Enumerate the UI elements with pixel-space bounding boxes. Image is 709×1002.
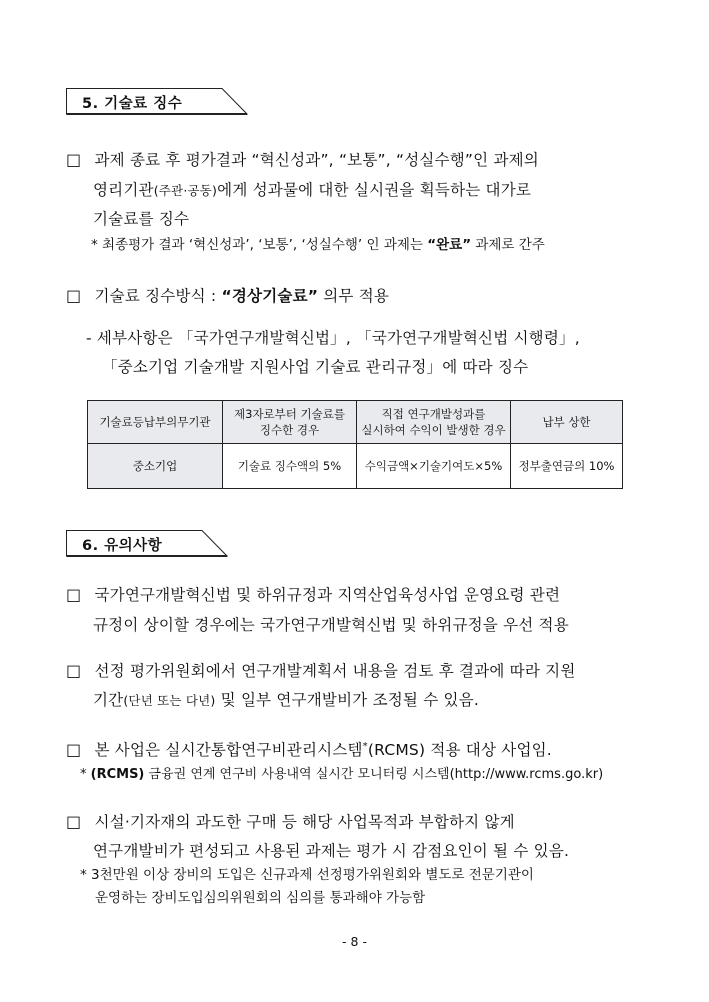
section-6-title: 6. 유의사항 [82,538,163,554]
table-cell: 중소기업 [88,444,223,489]
note-4-line-2: 운영하는 장비도입심의위원회의 심의를 통과해야 가능함 [95,890,426,906]
bullet-box: □ [66,812,82,831]
para-1-line-2: 영리기관(주관·공동)에게 성과물에 대한 실시권을 획득하는 대가로 [93,181,532,199]
table-header-cell: 직접 연구개발성과를 실시하여 수익이 발생한 경우 [357,401,511,444]
bullet-box: □ [66,740,82,760]
notice-4-line-1: □ 시설·기자재의 과도한 구매 등 해당 사업목적과 부합하지 않게 [66,812,515,831]
notice-2-line-2: 기간(단년 또는 다년) 및 일부 연구개발비가 조정될 수 있음. [93,691,480,709]
table-header-cell: 납부 상한 [511,401,623,444]
para-2: □ 기술료 징수방식 : “경상기술료” 의무 적용 [66,286,390,305]
para-1-line-1: □ 과제 종료 후 평가결과 “혁신성과”, “보통”, “성실수행”인 과제의 [66,150,539,169]
table-header-row [88,401,623,444]
table-header-cell: 기술료등납부의무기관 [88,401,223,444]
table-cell: 정부출연금의 10% [511,444,623,489]
notice-2-line-1: □ 선정 평가위원회에서 연구개발계획서 내용을 검토 후 결과에 따라 지원 [66,661,576,680]
section-5-header [66,88,248,114]
notice-3: □ 본 사업은 실시간통합연구비관리시스템*(RCMS) 적용 대상 사업임. [66,740,552,760]
note-rcms: * (RCMS) 금융권 연계 연구비 사용내역 실시간 모니터링 시스템(http://www.rcms.go.kr) [80,767,604,782]
sub-line-1: - 세부사항은 「국가연구개발혁신법」, 「국가연구개발혁신법 시행령」, [86,329,580,347]
bullet-box: □ [66,661,82,680]
bullet-box: □ [66,150,82,169]
notice-1-line-1: □ 국가연구개발혁신법 및 하위규정과 지역산업육성사업 운영요령 관련 [66,585,561,604]
table-cell: 기술료 징수액의 5% [223,444,357,489]
table-cell: 수익금액×기술기여도×5% [357,444,511,489]
section-5-title: 5. 기술료 징수 [82,96,183,112]
table-row [88,444,623,489]
sub-line-2: 「중소기업 기술개발 지원사업 기술료 관리규정」에 따라 징수 [102,358,529,376]
notice-4-line-2: 연구개발비가 편성되고 사용된 과제는 평가 시 감점요인이 될 수 있음. [93,842,570,860]
table-header-cell: 제3자로부터 기술료를 징수한 경우 [223,401,357,444]
page-number: - 8 - [342,934,367,949]
bullet-box: □ [66,585,82,604]
note-1: * 최종평가 결과 ‘혁신성과’, ‘보통’, ‘성실수행’ 인 과제는 “완료” 과제로 간주 [91,237,545,253]
section-6-header [66,530,228,556]
fee-table [87,400,623,489]
notice-1-line-2: 규정이 상이할 경우에는 국가연구개발혁신법 및 하위규정을 우선 적용 [93,616,569,634]
bullet-box: □ [66,286,82,305]
para-1-line-3: 기술료를 징수 [93,210,190,228]
note-4-line-1: * 3천만원 이상 장비의 도입은 신규과제 선정평가위원회와 별도로 전문기관이 [80,867,534,883]
